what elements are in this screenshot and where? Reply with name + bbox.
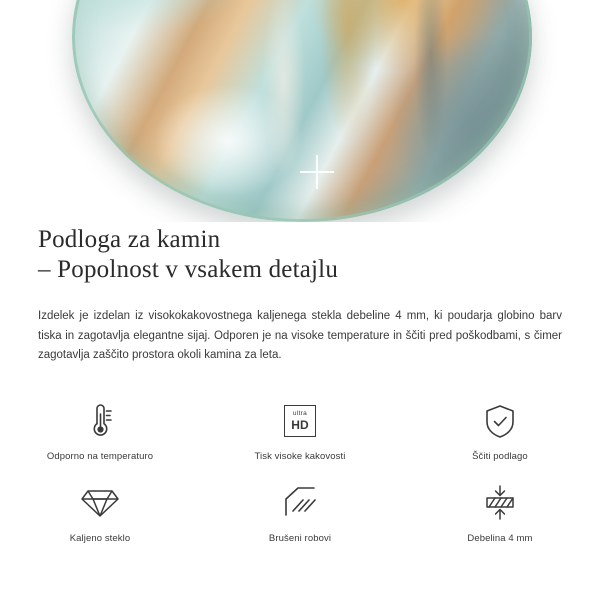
feature-label: Kaljeno steklo	[69, 533, 131, 544]
feature-label: Tisk visoke kakovosti	[254, 451, 346, 462]
feature-list	[0, 396, 600, 560]
ultra-hd-bottom-text: HD	[291, 417, 309, 432]
feature-item-print-quality	[200, 396, 400, 478]
polished-edges-icon	[281, 482, 319, 524]
feature-label: Debelina 4 mm	[467, 533, 533, 544]
feature-label: Brušeni robovi	[268, 533, 332, 544]
ultra-hd-icon	[284, 400, 316, 442]
thickness-arrows-icon	[480, 482, 520, 524]
text-block	[0, 225, 600, 366]
description-paragraph: Izdelek je izdelan iz visokokakovostnega kaljenega stekla debeline 4 mm, ki poudarja globino barv tiska in zagotavlja elegantne sijaj. Odporen je na visoke temperature in ščiti pred poškodbami, s čimer zagotavlja zaščito prostora okoli kamina za leta.	[38, 310, 562, 361]
diamond-icon	[80, 482, 120, 524]
headline-line-1: Podloga za kamin	[38, 226, 221, 253]
thermometer-icon	[83, 400, 117, 442]
ultra-hd-top-text: ultra	[292, 410, 308, 418]
headline-line-2: – Popolnost v vsakem detajlu	[38, 256, 339, 283]
shield-check-icon	[482, 400, 518, 442]
feature-item-temperature	[0, 396, 200, 478]
glass-mat-product-image	[72, 0, 532, 222]
feature-label: Odporno na temperaturo	[46, 451, 154, 462]
feature-item-surface-protection	[400, 396, 600, 478]
page-title	[38, 225, 562, 285]
feature-item-polished-edges	[200, 478, 400, 560]
hero-image	[0, 0, 600, 222]
feature-item-thickness	[400, 478, 600, 560]
feature-item-tempered-glass	[0, 478, 200, 560]
feature-label: Ščiti podlago	[472, 451, 528, 462]
